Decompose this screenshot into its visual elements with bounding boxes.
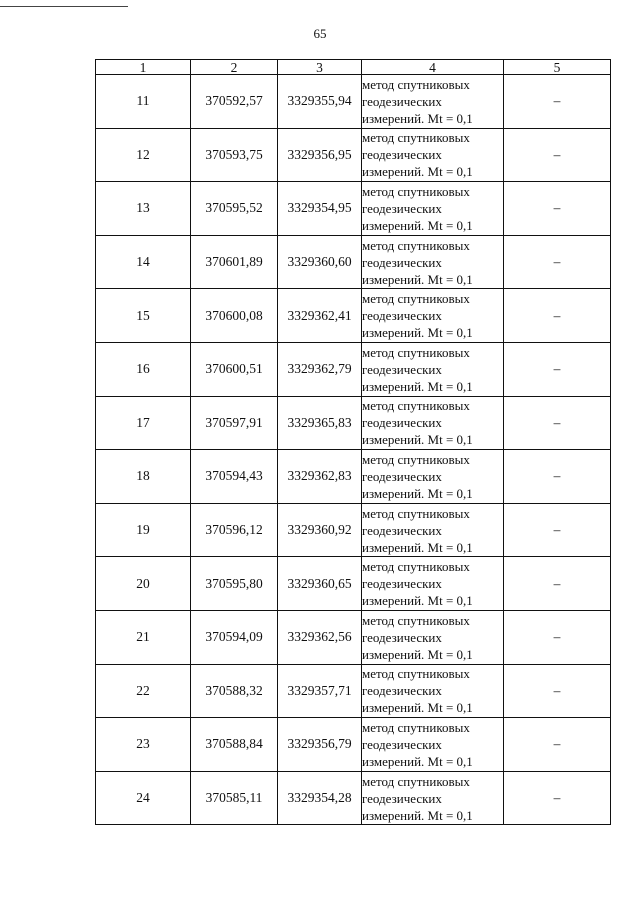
x-coordinate-cell: 370596,12 [191, 503, 278, 557]
note-cell: – [504, 450, 611, 504]
point-number-cell: 13 [96, 182, 191, 236]
table-row [96, 128, 611, 182]
method-line: измерений. Mt = 0,1 [362, 164, 473, 180]
method-cell [362, 182, 504, 236]
method-line: геодезических [362, 576, 442, 592]
note-cell: – [504, 128, 611, 182]
note-cell: – [504, 610, 611, 664]
x-coordinate-cell: 370588,32 [191, 664, 278, 718]
x-coordinate-cell: 370595,52 [191, 182, 278, 236]
point-number-cell: 16 [96, 342, 191, 396]
method-line: геодезических [362, 415, 442, 431]
table-row [96, 450, 611, 504]
y-coordinate-cell: 3329357,71 [278, 664, 362, 718]
method-cell [362, 235, 504, 289]
table-row [96, 75, 611, 129]
method-line: измерений. Mt = 0,1 [362, 593, 473, 609]
method-line: метод спутниковых [362, 130, 470, 146]
point-number-cell: 17 [96, 396, 191, 450]
note-cell: – [504, 235, 611, 289]
page-number: 65 [313, 26, 327, 41]
method-line: метод спутниковых [362, 237, 470, 253]
point-number-cell: 20 [96, 557, 191, 611]
note-cell: – [504, 75, 611, 129]
method-line: метод спутниковых [362, 505, 470, 521]
x-coordinate-cell: 370595,80 [191, 557, 278, 611]
method-line: метод спутниковых [362, 719, 470, 735]
method-cell [362, 128, 504, 182]
note-cell: – [504, 342, 611, 396]
method-line: метод спутниковых [362, 398, 470, 414]
x-coordinate-cell: 370593,75 [191, 128, 278, 182]
y-coordinate-cell: 3329362,83 [278, 450, 362, 504]
column-header-1: 1 [96, 60, 191, 75]
column-header-4: 4 [362, 60, 504, 75]
method-line: метод спутниковых [362, 291, 470, 307]
y-coordinate-cell: 3329354,95 [278, 182, 362, 236]
note-cell: – [504, 182, 611, 236]
note-cell: – [504, 771, 611, 825]
table-row [96, 771, 611, 825]
note-cell: – [504, 396, 611, 450]
point-number-cell: 22 [96, 664, 191, 718]
method-line: геодезических [362, 522, 442, 538]
method-line: геодезических [362, 200, 442, 216]
y-coordinate-cell: 3329362,41 [278, 289, 362, 343]
table-row [96, 503, 611, 557]
x-coordinate-cell: 370594,09 [191, 610, 278, 664]
point-number-cell: 23 [96, 718, 191, 772]
x-coordinate-cell: 370597,91 [191, 396, 278, 450]
method-line: геодезических [362, 147, 442, 163]
y-coordinate-cell: 3329362,56 [278, 610, 362, 664]
y-coordinate-cell: 3329354,28 [278, 771, 362, 825]
y-coordinate-cell: 3329362,79 [278, 342, 362, 396]
method-cell [362, 557, 504, 611]
method-line: измерений. Mt = 0,1 [362, 432, 473, 448]
note-cell: – [504, 718, 611, 772]
table-row [96, 289, 611, 343]
x-coordinate-cell: 370600,08 [191, 289, 278, 343]
method-line: геодезических [362, 93, 442, 109]
table-row [96, 182, 611, 236]
table-row [96, 718, 611, 772]
table-row [96, 235, 611, 289]
point-number-cell: 14 [96, 235, 191, 289]
x-coordinate-cell: 370600,51 [191, 342, 278, 396]
table-body [96, 75, 611, 825]
x-coordinate-cell: 370601,89 [191, 235, 278, 289]
note-cell: – [504, 289, 611, 343]
method-line: геодезических [362, 468, 442, 484]
x-coordinate-cell: 370588,84 [191, 718, 278, 772]
table-row [96, 557, 611, 611]
table-row [96, 342, 611, 396]
method-line: измерений. Mt = 0,1 [362, 700, 473, 716]
method-line: метод спутниковых [362, 451, 470, 467]
method-line: метод спутниковых [362, 183, 470, 199]
method-cell [362, 75, 504, 129]
y-coordinate-cell: 3329355,94 [278, 75, 362, 129]
x-coordinate-cell: 370592,57 [191, 75, 278, 129]
method-line: измерений. Mt = 0,1 [362, 485, 473, 501]
method-line: измерений. Mt = 0,1 [362, 217, 473, 233]
y-coordinate-cell: 3329360,60 [278, 235, 362, 289]
method-line: измерений. Mt = 0,1 [362, 378, 473, 394]
method-line: измерений. Mt = 0,1 [362, 753, 473, 769]
column-header-5: 5 [504, 60, 611, 75]
note-cell: – [504, 557, 611, 611]
point-number-cell: 12 [96, 128, 191, 182]
note-cell: – [504, 503, 611, 557]
method-line: метод спутниковых [362, 559, 470, 575]
header-row [96, 60, 611, 75]
table-row [96, 396, 611, 450]
point-number-cell: 24 [96, 771, 191, 825]
method-line: метод спутниковых [362, 612, 470, 628]
method-line: измерений. Mt = 0,1 [362, 807, 473, 823]
note-cell: – [504, 664, 611, 718]
point-number-cell: 11 [96, 75, 191, 129]
method-line: измерений. Mt = 0,1 [362, 539, 473, 555]
method-line: геодезических [362, 254, 442, 270]
point-number-cell: 19 [96, 503, 191, 557]
top-rule [0, 6, 128, 7]
method-line: измерений. Mt = 0,1 [362, 646, 473, 662]
method-line: измерений. Mt = 0,1 [362, 110, 473, 126]
column-header-2: 2 [191, 60, 278, 75]
y-coordinate-cell: 3329356,95 [278, 128, 362, 182]
method-line: метод спутниковых [362, 76, 470, 92]
y-coordinate-cell: 3329356,79 [278, 718, 362, 772]
method-cell [362, 396, 504, 450]
x-coordinate-cell: 370585,11 [191, 771, 278, 825]
method-line: геодезических [362, 629, 442, 645]
method-line: геодезических [362, 683, 442, 699]
coordinates-table [95, 59, 611, 825]
method-line: геодезических [362, 790, 442, 806]
method-line: измерений. Mt = 0,1 [362, 325, 473, 341]
method-line: метод спутниковых [362, 666, 470, 682]
table-header [96, 60, 611, 75]
table-row [96, 610, 611, 664]
method-cell [362, 771, 504, 825]
y-coordinate-cell: 3329365,83 [278, 396, 362, 450]
method-line: геодезических [362, 736, 442, 752]
point-number-cell: 15 [96, 289, 191, 343]
method-cell [362, 664, 504, 718]
method-cell [362, 289, 504, 343]
point-number-cell: 18 [96, 450, 191, 504]
method-line: геодезических [362, 308, 442, 324]
column-header-3: 3 [278, 60, 362, 75]
x-coordinate-cell: 370594,43 [191, 450, 278, 504]
method-line: геодезических [362, 361, 442, 377]
method-cell [362, 342, 504, 396]
method-cell [362, 718, 504, 772]
method-cell [362, 610, 504, 664]
y-coordinate-cell: 3329360,65 [278, 557, 362, 611]
method-line: измерений. Mt = 0,1 [362, 271, 473, 287]
method-line: метод спутниковых [362, 773, 470, 789]
method-cell [362, 450, 504, 504]
point-number-cell: 21 [96, 610, 191, 664]
method-cell [362, 503, 504, 557]
table-row [96, 664, 611, 718]
y-coordinate-cell: 3329360,92 [278, 503, 362, 557]
method-line: метод спутниковых [362, 344, 470, 360]
